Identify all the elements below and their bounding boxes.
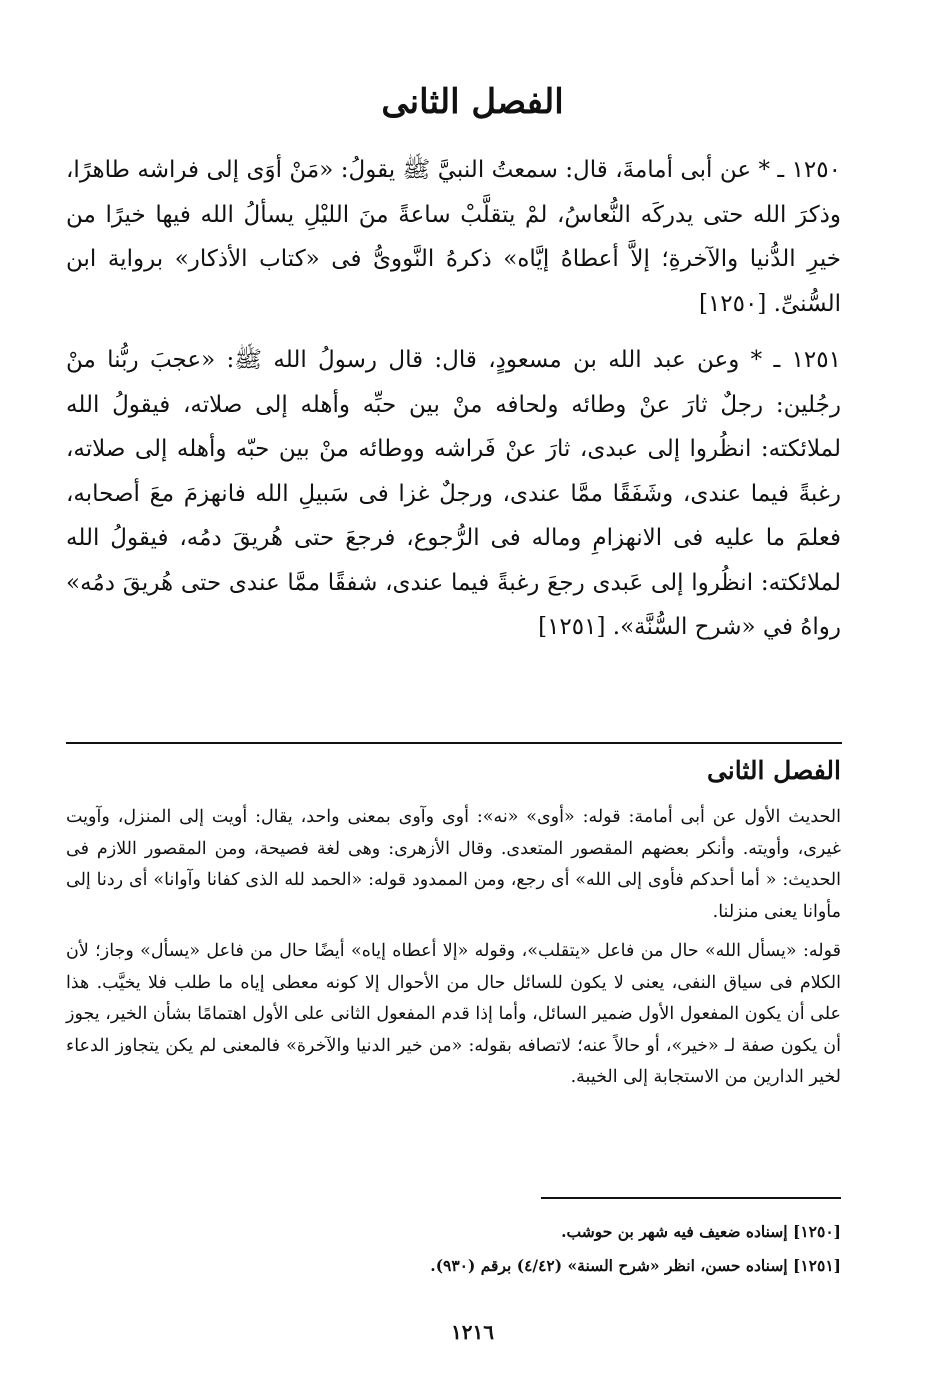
page-number: ١٢١٦ — [451, 1320, 494, 1344]
main-section-title: الفصل الثانى — [381, 82, 564, 122]
commentary-paragraph-1: الحديث الأول عن أبى أمامة: قوله: «أوى» «نه»: أوى وآوى بمعنى واحد، يقال: أويت إلى المنزل، وآويت غيرى، وأويته. وأنكر بعضهم المقصور المتعدى. وقال الأزهرى: وهى لغة فصيحة، ومن المقصور اللازم فى الحديث: « أما أحدكم فأوى إلى الله» أى رجع، ومن الممدود قوله: «الحمد لله الذى كفانا وآوانا» أى ردنا إلى مأوانا يعنى منزلنا. — [66, 807, 841, 922]
hadith-1251: ١٢٥١ ـ * وعن عبد الله بن مسعودٍ، قال: قال رسولُ الله ﷺ: «عجبَ ربُّنا منْ رجُلين: رجلٌ ثارَ عنْ وطائه ولحافه منْ بين حبِّه وأهله إلى صلاته، فيقولُ الله لملائكته: انظُروا إلى عبدى، ثارَ عنْ فَراشه ووطائه منْ بين حبّه وأهله إلى صلاته، رغبةً فيما عندى، وشَفَقًا ممَّا عندى، ورجلٌ غزا فى سَبيلِ الله فانهزمَ معَ أصحابه، فعلمَ ما عليه فى الانهزامِ وماله فى الرُّجوع، فرجعَ حتى هُريقَ دمُه، فيقولُ الله لملائكته: انظُروا إلى عَبدى رجعَ رغبةً فيما عندى، شفقًا ممَّا عندى حتى هُريقَ دمُه» رواهُ في «شرح السُّنَّة». [١٢٥١] — [66, 347, 841, 640]
commentary-paragraph-2: قوله: «يسأل الله» حال من فاعل «يتقلب»، وقوله «إلا أعطاه إياه» أيضًا حال من فاعل «يسأل» وجاز؛ لأن الكلام فى سياق النفى، يعنى لا يكون للسائل حال من الأحوال إلا كونه معطى إياه ما طلب فلا يخيَّب. هذا على أن يكون المفعول الأول ضمير السائل، وأما إذا قدم المفعول الثانى على الأول اهتمامًا بشأن الخير، يجوز أن يكون صفة لـ «خير»، أو حالاً عنه؛ لاتصافه بقوله: «من خير الدنيا والآخرة» فالمعنى لم يكن يتجاوز الدعاء لخير الدارين من الاستجابة إلى الخيبة. — [66, 941, 841, 1087]
commentary-title: الفصل الثانى — [706, 756, 841, 785]
footnotes — [241, 1218, 841, 1286]
hadith-1250: ١٢٥٠ ـ * عن أبى أمامةَ، قال: سمعتُ النبيَّ ﷺ يقولُ: «مَنْ أوَى إلى فراشه طاهرًا، وذكرَ الله حتى يدركَه النُّعاسُ، لمْ يتقلَّبْ ساعةً منَ الليْلِ يسألُ الله فيها خيرًا من خيرِ الدُّنيا والآخرةِ؛ إلاَّ أعطاهُ إيَّاه» ذكرهُ النَّووىُّ فى «كتاب الأذكار» برواية ابن السُّنىِّ. [١٢٥٠] — [66, 157, 841, 317]
hadith-text — [66, 148, 841, 662]
commentary-text — [66, 802, 841, 1102]
footnote-1251: [١٢٥١] إسناده حسن، انظر «شرح السنة» (٤/٤٢) برقم (٩٣٠). — [430, 1256, 841, 1275]
footnote-1250: [١٢٥٠] إسناده ضعيف فيه شهر بن حوشب. — [561, 1222, 841, 1241]
footnote-divider — [541, 1197, 841, 1199]
section-divider — [66, 742, 842, 744]
